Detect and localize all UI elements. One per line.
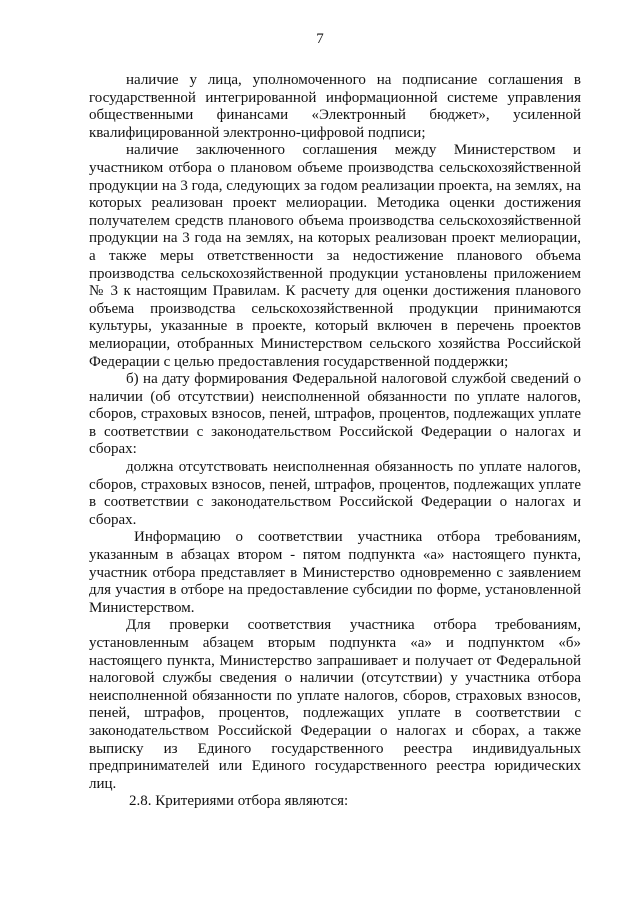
paragraph-agreement-requirement: наличие заключенного соглашения между Министерством и участником отбора о плановом объеме производства сельскохозяйственной продукции на 3 года, следующих за годом реализации проекта, на землях, на которых реализован проект мелиорации. Методика оценки достижения получателем средств планового объема производства сельскохозяйственной продукции на 3 года на землях, на которых реализован проект мелиорации, а также меры ответственности за недостижение планового объема производства сельскохозяйственной продукции установлены приложением № 3 к настоящим Правилам. К расчету для оценки достижения планового объема производства сельскохозяйственной продукции принимаются культуры, указанные в проекте, который включен в перечень проектов мелиорации, отобранных Министерством сельского хозяйства Российской Федерации с целью предоставления государственной поддержки; xyxy=(89,142,581,370)
paragraph-compliance-info: Информацию о соответствии участника отбора требованиям, указанным в абзацах втором - пятом подпункта «а» настоящего пункта, участник отбора представляет в Министерство одновременно с заявлением для участия в отборе на предоставление субсидии по форме, установленной Министерством. xyxy=(89,529,581,616)
page-number: 7 xyxy=(316,31,324,47)
paragraph-no-tax-debt: должна отсутствовать неисполненная обязанность по уплате налогов, сборов, страховых взносов, пеней, штрафов, процентов, подлежащих уплате в соответствии с законодательством Российской Федерации о налогах и сборах. xyxy=(89,459,581,528)
paragraph-tax-info-date: б) на дату формирования Федеральной налоговой службой сведений о наличии (об отсутствии) неисполненной обязанности по уплате налогов, сборов, страховых взносов, пеней, штрафов, процентов, подлежащих уплате в соответствии с законодательством Российской Федерации о налогах и сборах: xyxy=(89,371,581,458)
section-2-8-heading: 2.8. Критериями отбора являются: xyxy=(129,793,349,810)
paragraph-signature-requirement: наличие у лица, уполномоченного на подписание соглашения в государственной интегрированной информационной системе управления общественными финансами «Электронный бюджет», усиленной квалифицированной электронно-цифровой подписи; xyxy=(89,72,581,141)
paragraph-verification: Для проверки соответствия участника отбора требованиям, установленным абзацем вторым подпункта «а» и подпунктом «б» настоящего пункта, Министерство запрашивает и получает от Федеральной налоговой службы сведения о наличии (отсутствии) у участника отбора неисполненной обязанности по уплате налогов, сборов, страховых взносов, пеней, штрафов, процентов, подлежащих уплате в соответствии с законодательством Российской Федерации о налогах и сборах, а также выписку из Единого государственного реестра индивидуальных предпринимателей или Единого государственного реестра юридических лиц. xyxy=(89,617,581,792)
document-body xyxy=(89,72,581,811)
